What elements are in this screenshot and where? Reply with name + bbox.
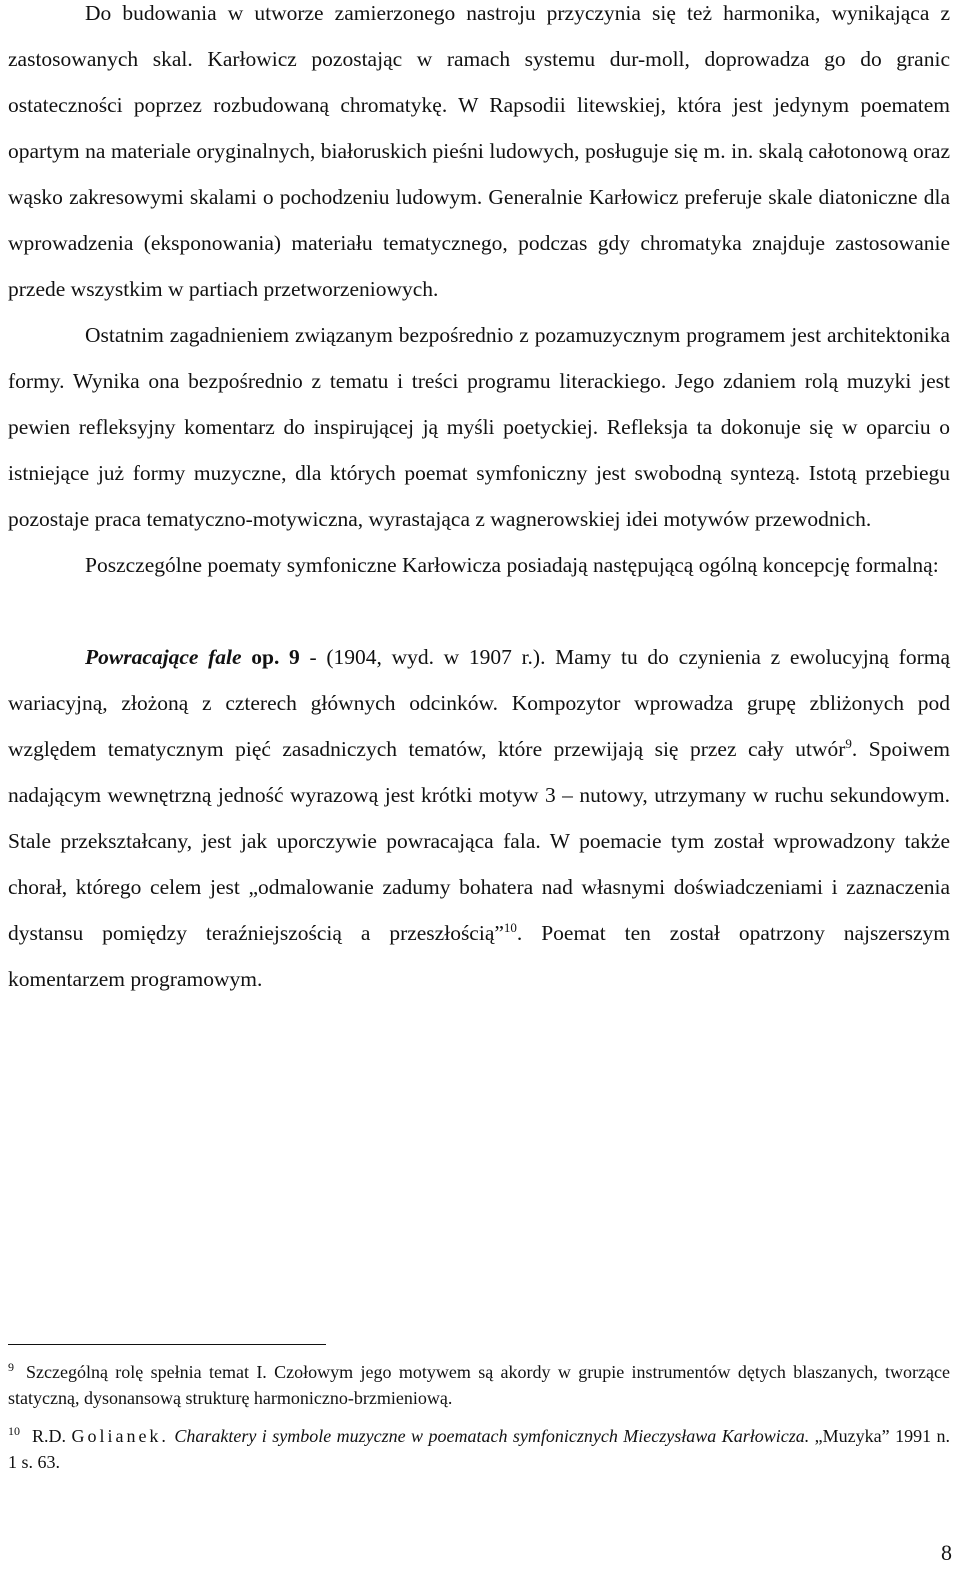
work-opus: op. 9: [251, 645, 300, 669]
footnote-ref-9[interactable]: 9: [845, 735, 852, 751]
page-number: 8: [941, 1540, 952, 1565]
footnote-title: Charaktery i symbole muzyczne w poematach symfonicznych Mieczysława Karłowicza.: [168, 1426, 810, 1446]
paragraph-form-intro: Poszczególne poematy symfoniczne Karłowicza posiadają następującą ogólną koncepcję formalną:: [85, 553, 939, 577]
footnote-separator: [8, 1344, 326, 1345]
footnote-9: [8, 1359, 950, 1411]
paragraph-powracajace-fale: [8, 634, 950, 1002]
footnote-author-initials: R.D.: [32, 1426, 72, 1446]
paragraph-architecture: Ostatnim zagadnieniem związanym bezpośrednio z pozamuzycznym programem jest architektonika formy. Wynika ona bezpośrednio z tematu i treści programu literackiego. Jego zdaniem rolą muzyki jest pewien refleksyjny komentarz do inspirującej ją myśli poetyckiej. Refleksja ta dokonuje się w oparciu o istniejące już formy muzyczne, dla których poemat symfoniczny jest swobodną syntezą. Istotą przebiegu pozostaje praca tematyczno-motywiczna, wyrastająca z wagnerowskiej idei motywów przewodnich.: [8, 323, 950, 531]
footnote-10: [8, 1423, 950, 1475]
body-text: [8, 0, 950, 1002]
paragraph-text-part1: - (1904, wyd. w 1907 r.). Mamy tu do czynienia z ewolucyjną formą wariacyjną, złożoną z czterech głównych odcinków. Kompozytor wprowadza grupę zbliżonych pod względem tematycznym pięć zasadniczych tematów, które przewijają się przez cały utwór: [8, 645, 950, 761]
footnote-number: 10: [8, 1424, 20, 1438]
work-title: Powracające fale: [85, 645, 242, 669]
footnote-source: „Muzyka” 1991 n. 1 s. 63.: [8, 1426, 950, 1472]
footnote-ref-10[interactable]: 10: [503, 919, 517, 935]
footnote-author-surname: Golianek.: [71, 1426, 169, 1446]
footnote-text: Szczególną rolę spełnia temat I. Czołowym jego motywem są akordy w grupie instrumentów dętych blaszanych, tworzące statyczną, dysonansową strukturę harmoniczno-brzmieniową.: [8, 1362, 950, 1408]
paragraph-text-part2: . Spoiwem nadającym wewnętrzną jedność wyrazową jest krótki motyw 3 – nutowy, utrzymany w ruchu sekundowym. Stale przekształcany, jest jak uporczywie powracająca fala. W poemacie tym został wprowadzony także chorał, którego celem jest „odmalowanie zadumy bohatera nad własnymi doświadczeniami i zaznaczenia dystansu pomiędzy teraźniejszością a przeszłością”: [8, 737, 950, 945]
footnotes: [8, 1359, 950, 1487]
footnote-number: 9: [8, 1360, 14, 1374]
paragraph-text-part3: . Poemat ten został opatrzony najszerszym komentarzem programowym.: [8, 921, 950, 991]
paragraph-harmony: Do budowania w utworze zamierzonego nastroju przyczynia się też harmonika, wynikająca z zastosowanych skal. Karłowicz pozostając w ramach systemu dur-moll, doprowadza go do granic ostateczności poprzez rozbudowaną chromatykę. W Rapsodii litewskiej, która jest jedynym poematem opartym na materiale oryginalnych, białoruskich pieśni ludowych, posługuje się m. in. skalą całotonową oraz wąsko zakresowymi skalami o pochodzeniu ludowym. Generalnie Karłowicz preferuje skale diatoniczne dla wprowadzenia (eksponowania) materiału tematycznego, podczas gdy chromatyka znajduje zastosowanie przede wszystkim w partiach przetworzeniowych.: [8, 1, 950, 301]
